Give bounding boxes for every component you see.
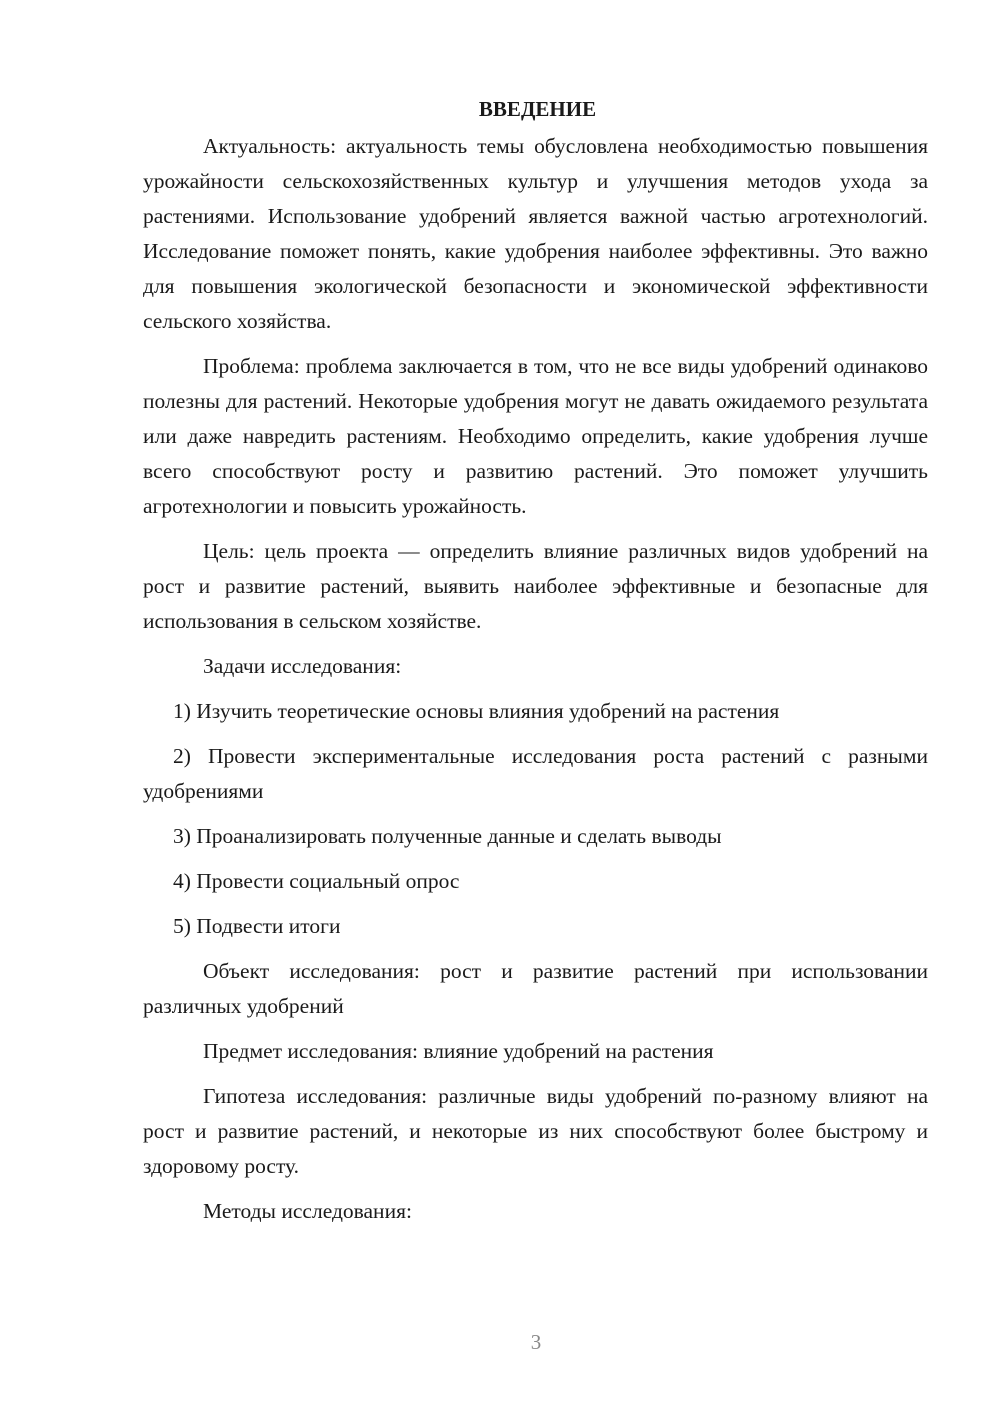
paragraph-object: Объект исследования: рост и развитие растений при использовании различных удобрений	[143, 959, 928, 1018]
paragraph-hypothesis: Гипотеза исследования: различные виды удобрений по-разному влияют на рост и развитие растений, и некоторые из них способствуют более быстрому и здоровому росту.	[143, 1084, 928, 1178]
document-page	[143, 92, 928, 1239]
task-item-2: 2) Провести экспериментальные исследования роста растений с разными удобрениями	[143, 744, 928, 803]
paragraph-relevance: Актуальность: актуальность темы обусловлена необходимостью повышения урожайности сельскохозяйственных культур и улучшения методов ухода за растениями. Использование удобрений является важной частью агротехнологий. Исследование поможет понять, какие удобрения наиболее эффективны. Это важно для повышения экологической безопасности и экономической эффективности сельского хозяйства.	[143, 134, 928, 333]
tasks-heading: Задачи исследования:	[203, 654, 402, 678]
paragraph-subject: Предмет исследования: влияние удобрений на растения	[203, 1039, 714, 1063]
paragraph-problem: Проблема: проблема заключается в том, что не все виды удобрений одинаково полезны для растений. Некоторые удобрения могут не давать ожидаемого результата или даже навредить растениям. Необходимо определить, какие удобрения лучше всего способствуют росту и развитию растений. Это поможет улучшить агротехнологии и повысить урожайность.	[143, 354, 928, 518]
task-item-3: 3) Проанализировать полученные данные и сделать выводы	[173, 824, 722, 848]
paragraph-goal: Цель: цель проекта — определить влияние различных видов удобрений на рост и развитие растений, выявить наиболее эффективные и безопасные для использования в сельском хозяйстве.	[143, 539, 928, 633]
task-item-1: 1) Изучить теоретические основы влияния удобрений на растения	[173, 699, 780, 723]
task-item-4: 4) Провести социальный опрос	[173, 869, 460, 893]
document-title: ВВЕДЕНИЕ	[478, 97, 597, 121]
task-item-5: 5) Подвести итоги	[173, 914, 341, 938]
page-number: 3	[530, 1330, 542, 1354]
paragraph-methods: Методы исследования:	[203, 1199, 412, 1223]
